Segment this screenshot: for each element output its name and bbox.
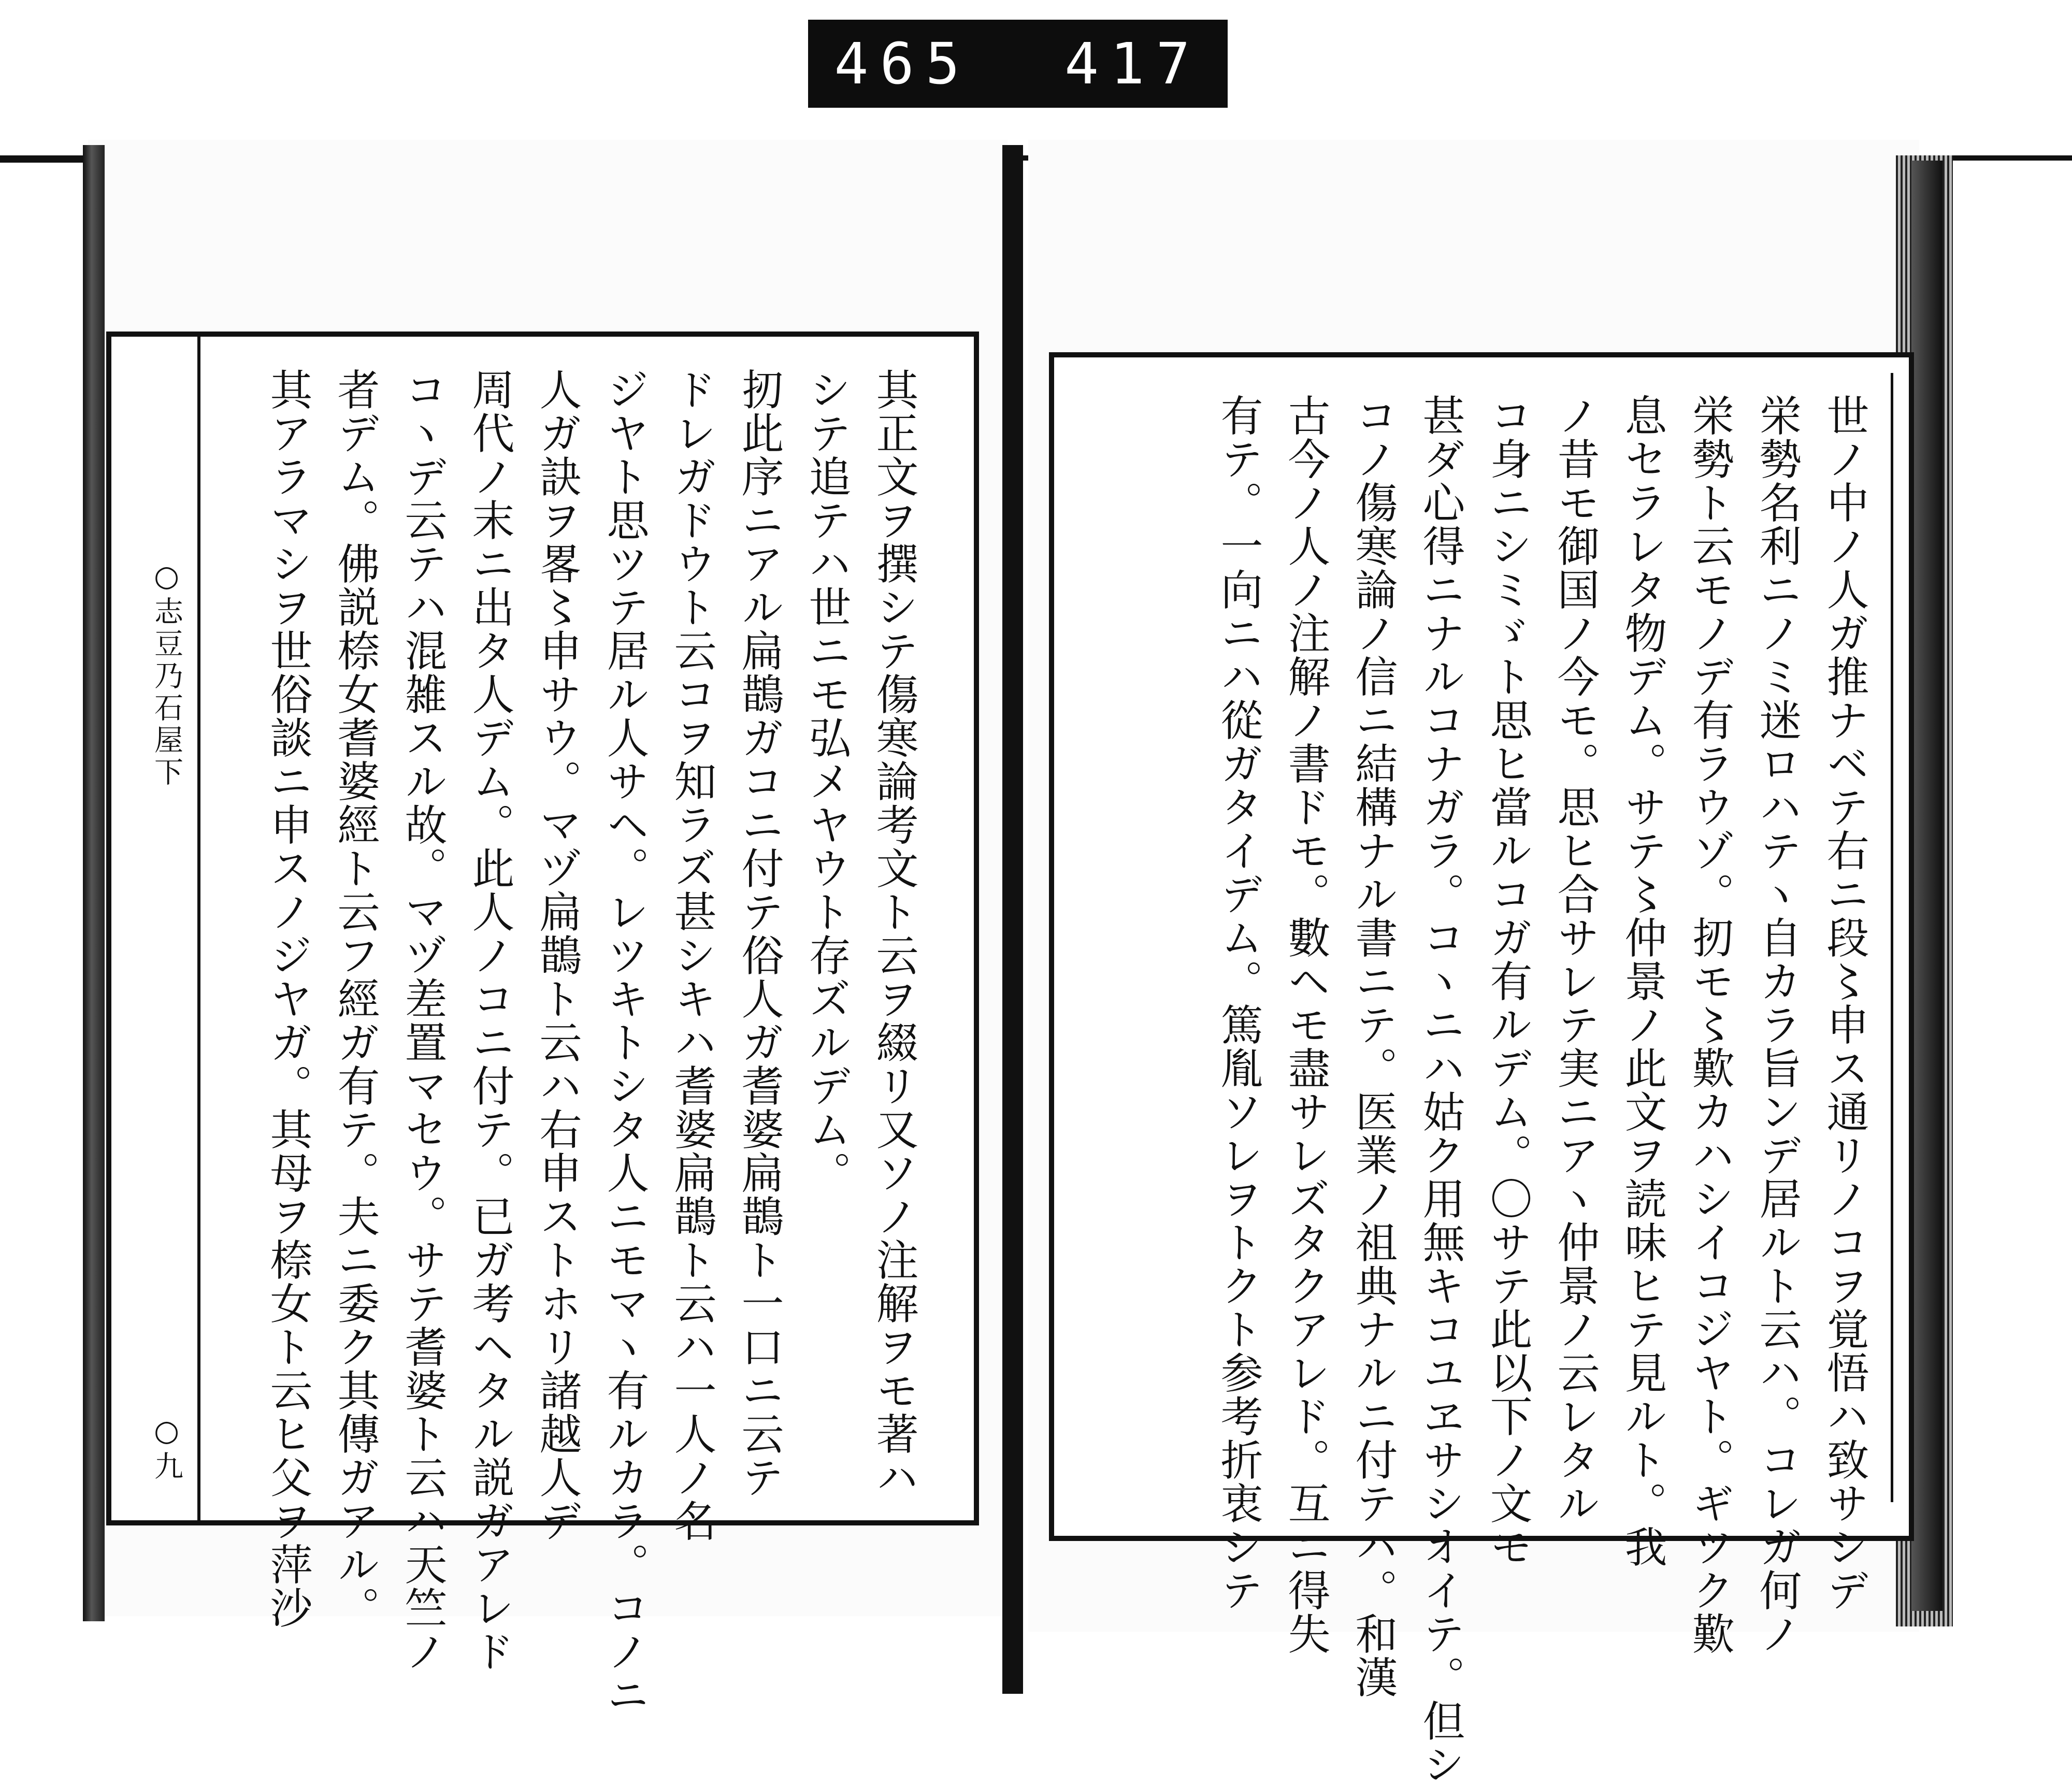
left-text-frame [106,332,979,1717]
running-title: ○志豆乃石屋下 [150,559,183,789]
right-page-edge [1911,161,1942,1611]
frame-number-label [808,20,1228,108]
book-spine [1002,145,1023,1694]
left-body-text: 其正文ヲ撰シテ傷寒論考文ト云ヲ綴リ又ソノ注解ヲモ著ハ シテ追テハ世ニモ弘メヤウト存ズルデム。 扨此序ニアル扁鵲ガコニ付テ俗人ガ耆婆扁鵲ト一口ニ云テ ドレガドウト云コヲ知ラズ甚シキハ耆婆扁鵲ト云ハ一人ノ名 ジヤト思ツテ居ル人サヘ。レツキトシタ人ニモマヽ有ルカラ。コノニ 人ガ訣ヲ畧〻申サウ。マヅ扁鵲ト云ハ右申ストホリ諸越人デ 周代ノ末ニ出タ人デム。此人ノコニ付テ。已ガ考ヘタル説ガアレド コヽデ云テハ混雑スル故。マヅ差置マセウ。サテ耆婆ト云ハ天竺ノ 者デム。佛説㮈女耆婆經ト云フ經ガ有テ。夫ニ委ク其傳ガアル。 其アラマシヲ世俗談ニ申スノジヤガ。其母ヲ㮈女ト云ヒ父ヲ萍沙 [263,368,918,1717]
left-page-edge [83,145,105,1621]
frame-number-left: 465 [834,31,971,97]
right-body-text: 世ノ中ノ人ガ推ナベテ右ニ段〻申ス通リノコヲ覚悟ハ致サシデ 栄勢名利ニノミ迷ロハテヽ自カラ旨ンデ居ルト云ハ。コレガ何ノ 栄勢ト云モノデ有ラウゾ。扨モ〻歎カハシイコジヤト。ギツク歎 息セラレタ物デム。サテ〻仲景ノ此文ヲ読味ヒテ見ルト。我 ノ昔モ御国ノ今モ。思ヒ合サレテ実ニアヽ仲景ノ云レタル コ身ニシミゞト思ヒ當ルコガ有ルデム。〇サテ此以下ノ文モ 甚ダ心得ニナルコナガラ。コヽニハ姑ク用無キコユヱサシオイテ。但シ コノ傷寒論ノ信ニ結構ナル書ニテ。医業ノ祖典ナルニ付テハ。和漢 古今ノ人ノ注解ノ書ドモ。數ヘモ盡サレズタクアレド。互ニ得失 有テ。一向ニハ從ガタイデム。篤胤ソレヲトクト参考折衷シテ [1214,394,1869,1786]
frame-number-right: 417 [1064,31,1202,97]
left-margin-column [125,337,200,1520]
right-inner-rule [1891,373,1893,1502]
page-number: ○九 [150,1414,183,1483]
right-text-frame [1049,352,1914,1786]
